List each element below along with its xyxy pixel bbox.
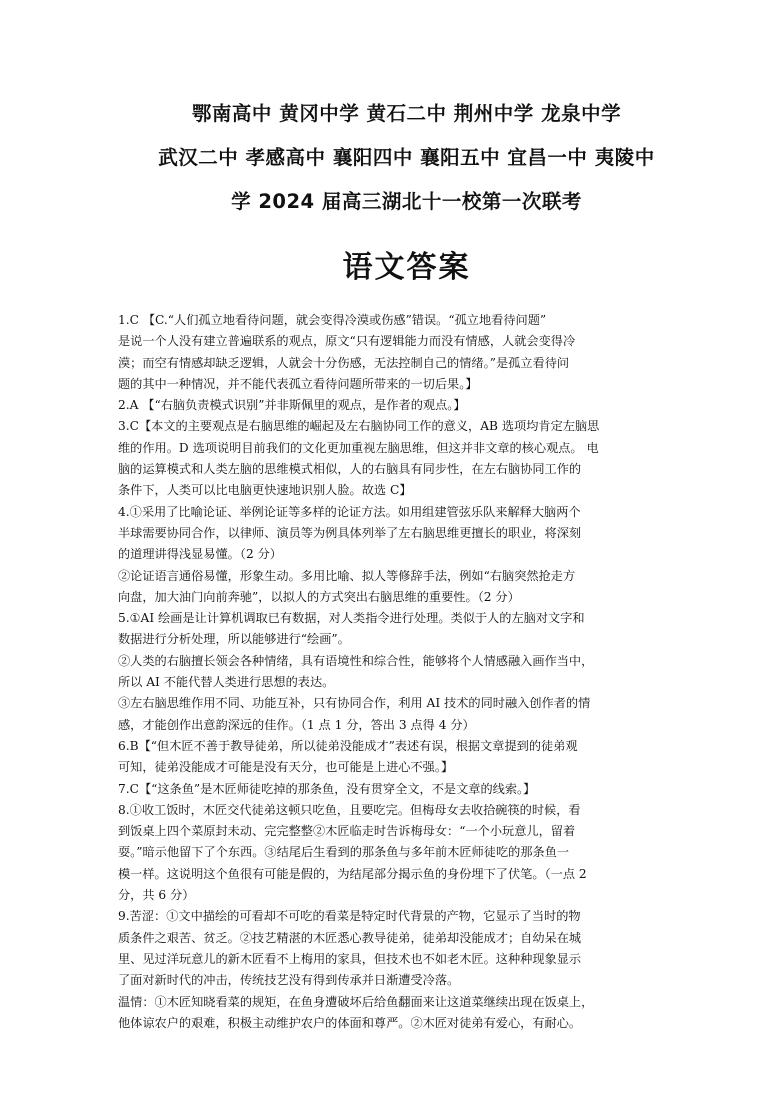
answer-line: 感，才能创作出意韵深远的佳作。（1 点 1 分，答出 3 点得 4 分） bbox=[118, 717, 475, 732]
answer-line: 到饭桌上四个菜原封未动、完完整整②木匠临走时告诉梅母女：“一个小玩意儿，留着 bbox=[118, 824, 576, 839]
answer-line: ③左右脑思维作用不同、功能互补，只有协同合作，利用 AI 技术的同时融入创作者的情 bbox=[118, 696, 591, 711]
answer-line: 4.①采用了比喻论证、举例论证等多样的论证方法。如用组建管弦乐队来解释大脑两个 bbox=[118, 504, 581, 519]
header-line-exam-name: 学 2024 届高三湖北十一校第一次联考 bbox=[231, 190, 582, 213]
answer-line: 5.①AI 绘画是让计算机调取已有数据，对人类指令进行处理。类似于人的左脑对文字和 bbox=[118, 611, 585, 626]
answer-line: 3.C【本文的主要观点是右脑思维的崛起及左右脑协同工作的意义，AB 选项均肯定左脑思 bbox=[118, 419, 600, 434]
exam-header bbox=[118, 0, 695, 224]
answer-line: 分，共 6 分） bbox=[118, 888, 195, 903]
answer-line: 质条件之艰苦、贫乏。②技艺精湛的木匠悉心教导徒弟，徒弟却没能成才；自幼呆在城 bbox=[118, 930, 582, 945]
page-title: 语文答案 bbox=[342, 250, 471, 285]
header-line-schools-1: 鄂南高中 黄冈中学 黄石二中 荆州中学 龙泉中学 bbox=[191, 102, 622, 125]
answer-text bbox=[118, 310, 695, 1034]
answer-line: 8.①收工饭时，木匠交代徒弟这顿只吃鱼，且要吃完。但梅母女去收拾碗筷的时候，看 bbox=[118, 802, 581, 817]
answer-line: 数据进行分析处理，所以能够进行“绘画”。 bbox=[118, 632, 350, 647]
answer-line: 他体谅农户的艰难，积极主动维护农户的体面和尊严。②木匠对徒弟有爱心，有耐心。 bbox=[118, 1015, 582, 1030]
answer-line: 9.苦涩：①文中描绘的可看却不可吃的看菜是特定时代背景的产物，它显示了当时的物 bbox=[118, 909, 581, 924]
answer-line: 7.C【“这条鱼”是木匠师徒吃掉的那条鱼，没有贯穿全文，不是文章的线索。】 bbox=[118, 781, 536, 796]
header-line-schools-2: 武汉二中 孝感高中 襄阳四中 襄阳五中 宜昌一中 夷陵中 bbox=[158, 146, 655, 169]
answer-line: ②人类的右脑擅长领会各种情绪，具有语境性和综合性，能够将个人情感融入画作当中， bbox=[118, 653, 594, 668]
answer-line: 维的作用。D 选项说明目前我们的文化更加重视左脑思维，但这并非文章的核心观点。 电 bbox=[118, 440, 599, 455]
answer-line: 了面对新时代的冲击，传统技艺没有得到传承并日渐遭受冷落。 bbox=[118, 973, 460, 988]
answer-line: 半球需要协同合作，以律师、演员等为例具体列举了左右脑思维更擅长的职业，将深刻 bbox=[118, 525, 582, 540]
answer-line: 里、见过洋玩意儿的新木匠看不上梅用的家具，但技术也不如老木匠。这种种现象显示 bbox=[118, 951, 582, 966]
answer-line: ②论证语言通俗易懂，形象生动。多用比喻、拟人等修辞手法，例如“右脑突然抢走方 bbox=[118, 568, 576, 583]
answer-line: 模一样。这说明这个鱼很有可能是假的，为结尾部分揭示鱼的身份埋下了伏笔。（一点 2 bbox=[118, 866, 587, 881]
answer-line: 脑的运算模式和人类左脑的思维模式相似，人的右脑具有同步性，在左右脑协同工作的 bbox=[118, 462, 582, 477]
answer-line: 耍。”暗示他留下了个东西。③结尾后生看到的那条鱼与多年前木匠师徒吃的那条鱼一 bbox=[118, 845, 570, 860]
answer-line: 可知，徒弟没能成才可能是没有天分，也可能是上进心不强。】 bbox=[118, 760, 454, 775]
answer-line: 所以 AI 不能代替人类进行思想的表达。 bbox=[118, 675, 335, 690]
answer-line: 是说一个人没有建立普遍联系的观点，原文“只有逻辑能力而没有情感，人就会变得冷 bbox=[118, 334, 576, 349]
answer-line: 温情：①木匠知晓看菜的规矩，在鱼身遭破坏后给鱼翻面来让这道菜继续出现在饭桌上， bbox=[118, 994, 594, 1009]
answer-line: 6.B【“但木匠不善于教导徒弟，所以徒弟没能成才”表述有误，根据文章提到的徒弟观 bbox=[118, 738, 578, 753]
answer-line: 条件下，人类可以比电脑更快速地识别人脸。故选 C】 bbox=[118, 483, 412, 498]
answer-line: 漠；而空有情感却缺乏逻辑，人就会十分伤感，无法控制自己的情绪。”是孤立看待问 bbox=[118, 355, 570, 370]
answer-line: 向盘，加大油门向前奔驰”，以拟人的方式突出右脑思维的重要性。（2 分） bbox=[118, 589, 520, 604]
answer-line: 2.A 【“右脑负责模式识别”并非斯佩里的观点，是作者的观点。】 bbox=[118, 398, 466, 413]
answer-line: 题的其中一种情况，并不能代表孤立看待问题所带来的一切后果。】 bbox=[118, 376, 478, 391]
answer-line: 的道理讲得浅显易懂。（2 分） bbox=[118, 547, 282, 562]
answer-line: 1.C 【C.“人们孤立地看待问题，就会变得冷漠或伤感”错误。“孤立地看待问题” bbox=[118, 313, 547, 327]
